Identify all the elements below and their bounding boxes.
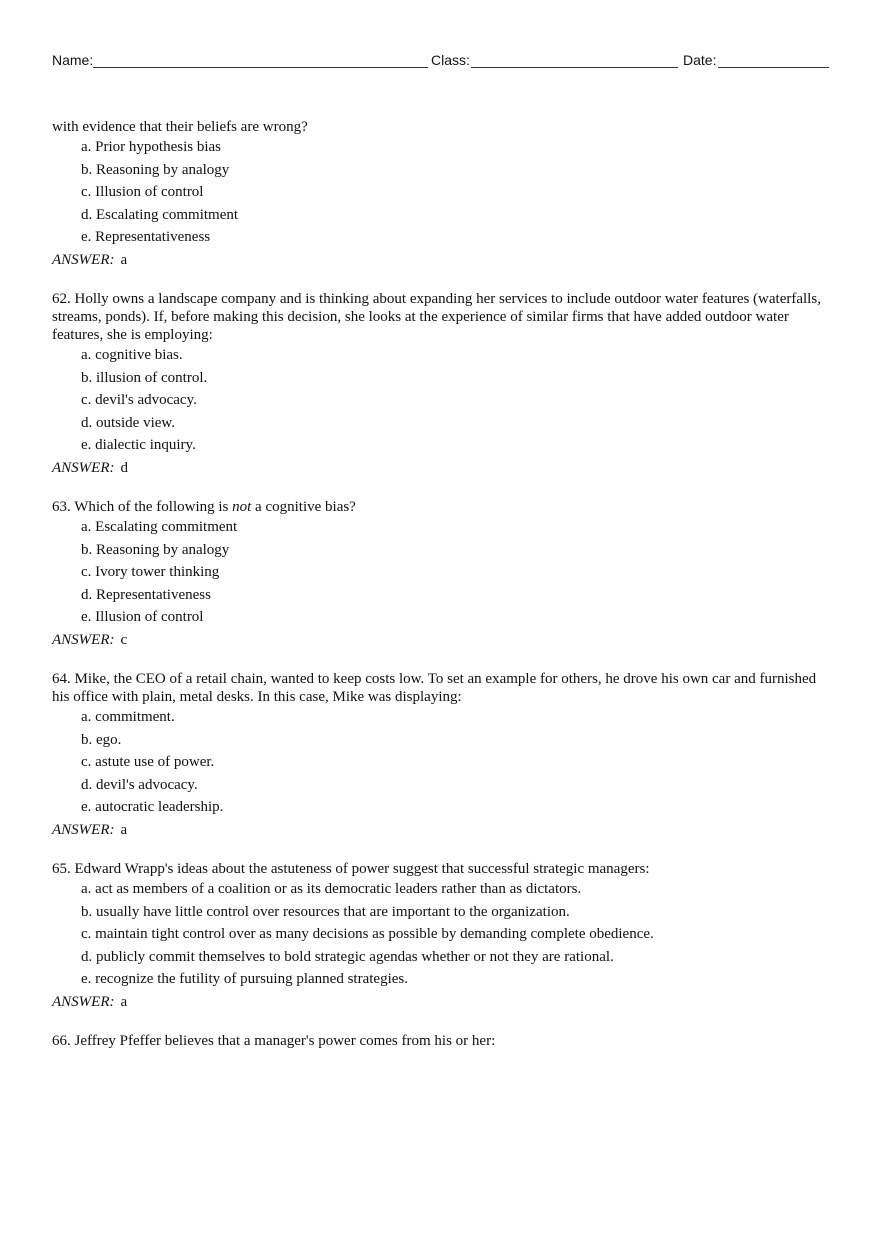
option-b: b. Reasoning by analogy (81, 541, 230, 558)
question-text-part: a cognitive bias? (251, 499, 356, 515)
question-text: 66. Jeffrey Pfeffer believes that a manager's power comes from his or her: (52, 1033, 496, 1049)
question-text: with evidence that their beliefs are wrong? (52, 119, 308, 135)
question-text: 65. Edward Wrapp's ideas about the astuteness of power suggest that successful strategic managers: (52, 861, 650, 877)
option-d: d. publicly commit themselves to bold strategic agendas whether or not they are rational. (81, 948, 614, 965)
option-d: d. Escalating commitment (81, 206, 239, 223)
option-b: b. ego. (81, 731, 122, 748)
question-text (52, 498, 832, 516)
answer (52, 991, 832, 1014)
answer-label: ANSWER: (52, 251, 115, 268)
class-label: Class: (431, 52, 470, 68)
option-a: a. Escalating commitment (81, 519, 238, 535)
option-a: a. Prior hypothesis bias (81, 139, 221, 155)
option-e: e. Representativeness (81, 229, 211, 245)
class-field[interactable] (471, 67, 678, 68)
answer-value: d (120, 459, 128, 476)
option-b: b. Reasoning by analogy (81, 161, 230, 178)
option-c: c. devil's advocacy. (81, 392, 197, 408)
option-b: b. illusion of control. (81, 369, 208, 386)
question-66 (52, 1032, 832, 1050)
question-64 (52, 670, 832, 841)
option-d: d. devil's advocacy. (81, 776, 198, 793)
answer (52, 249, 832, 272)
name-label: Name: (52, 52, 94, 68)
answer-value: a (120, 993, 128, 1010)
question-63 (52, 498, 832, 651)
option-a: a. cognitive bias. (81, 347, 183, 363)
answer-value: a (120, 251, 128, 268)
answer (52, 819, 832, 842)
answer-label: ANSWER: (52, 993, 115, 1010)
answer-label: ANSWER: (52, 631, 115, 648)
option-e: e. dialectic inquiry. (81, 437, 196, 453)
date-field[interactable] (718, 67, 829, 68)
answer-label: ANSWER: (52, 821, 115, 838)
date-label: Date: (683, 52, 717, 68)
answer (52, 457, 832, 480)
option-c: c. Ivory tower thinking (81, 564, 220, 580)
worksheet-header (52, 52, 830, 70)
option-c: c. maintain tight control over as many decisions as possible by demanding complete obedience. (81, 926, 654, 942)
question-65 (52, 860, 832, 1013)
question-61-continued (52, 118, 832, 271)
option-e: e. recognize the futility of pursuing planned strategies. (81, 971, 408, 987)
option-e: e. Illusion of control (81, 609, 204, 625)
question-text: 62. Holly owns a landscape company and is thinking about expanding her services to include outdoor water features (waterfalls, streams, ponds). If, before making this decision, she looks at the experience of similar firms that have added outdoor water features, she is employing: (52, 291, 821, 343)
option-c: c. Illusion of control (81, 184, 204, 200)
name-field[interactable] (93, 67, 428, 68)
option-b: b. usually have little control over resources that are important to the organization. (81, 903, 570, 920)
answer-value: c (120, 631, 128, 648)
option-a: a. act as members of a coalition or as its democratic leaders rather than as dictators. (81, 881, 582, 897)
answer-value: a (120, 821, 128, 838)
question-text: 64. Mike, the CEO of a retail chain, wanted to keep costs low. To set an example for others, he drove his own car and furnished his office with plain, metal desks. In this case, Mike was displaying: (52, 671, 817, 705)
option-e: e. autocratic leadership. (81, 799, 224, 815)
answer (52, 629, 832, 652)
answer-label: ANSWER: (52, 459, 115, 476)
option-a: a. commitment. (81, 709, 175, 725)
option-c: c. astute use of power. (81, 754, 215, 770)
option-d: d. Representativeness (81, 586, 211, 603)
option-d: d. outside view. (81, 414, 176, 431)
question-emphasis: not (232, 499, 252, 515)
question-text-part: 63. Which of the following is (52, 499, 233, 515)
question-62 (52, 290, 832, 479)
